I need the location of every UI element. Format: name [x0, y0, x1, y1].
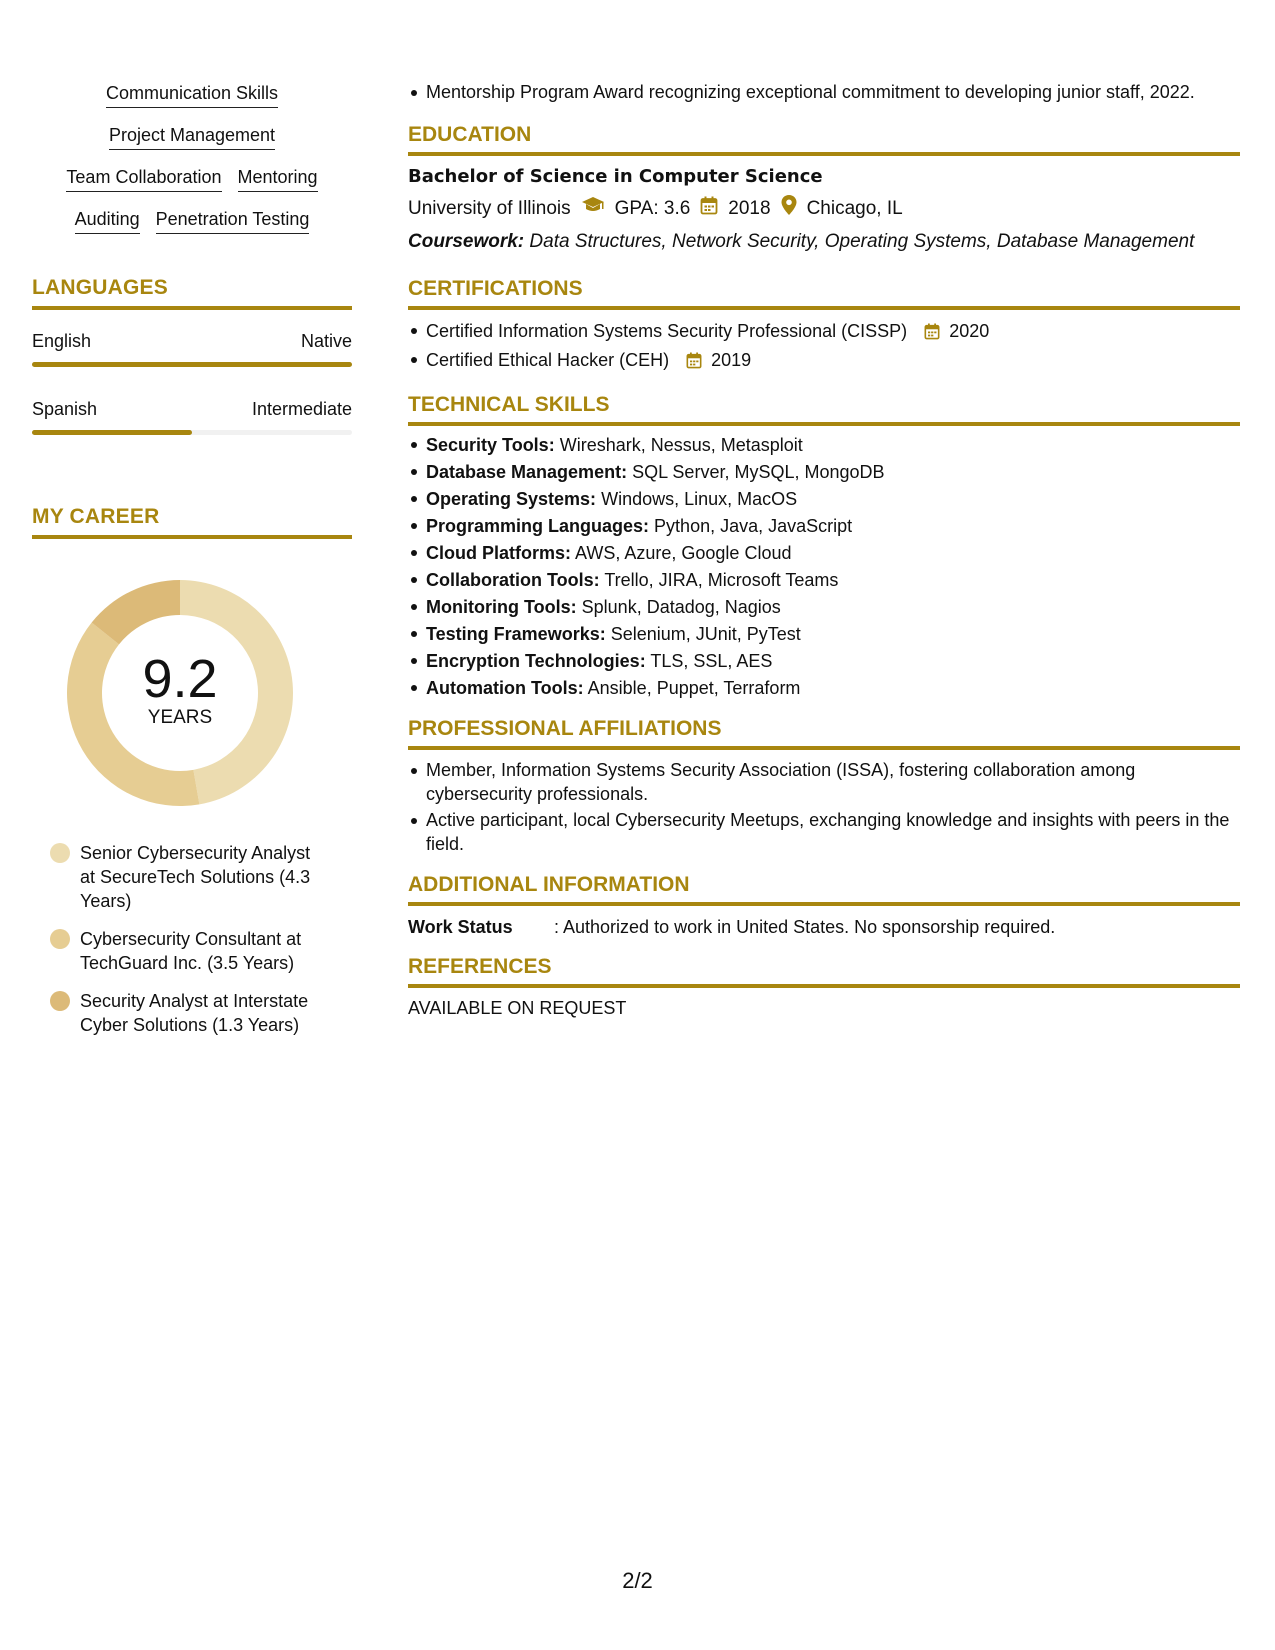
language-bar-fill — [32, 430, 192, 435]
technical-skill-item — [426, 648, 1240, 675]
section-divider — [32, 306, 352, 310]
career-unit: YEARS — [147, 707, 213, 728]
section-divider — [32, 535, 352, 539]
technical-skill-item — [426, 567, 1240, 594]
certification-name: Certified Ethical Hacker (CEH) — [426, 350, 670, 370]
skill-tag: Communication Skills — [106, 82, 278, 108]
language-bar — [32, 430, 352, 435]
technical-skill-item — [426, 459, 1240, 486]
certifications-title: CERTIFICATIONS — [408, 277, 583, 300]
language-name: Spanish — [32, 399, 98, 419]
affiliations-list — [408, 758, 1240, 856]
list-item: Member, Information Systems Security Association (ISSA), fostering collaboration among cybersecurity professionals. — [426, 758, 1240, 806]
technical-skill-label: Operating Systems: — [426, 489, 597, 509]
calendar-icon — [924, 321, 940, 347]
education-meta — [408, 195, 1240, 222]
section-divider — [408, 306, 1240, 310]
list-item: Active participant, local Cybersecurity Meetups, exchanging knowledge and insights with peers in the field. — [426, 808, 1240, 856]
technical-skill-label: Testing Frameworks: — [426, 624, 606, 644]
work-status-label: Work Status — [408, 917, 513, 937]
education-section — [408, 122, 1240, 254]
languages-title: LANGUAGES — [32, 276, 168, 299]
career-total: 9.2 — [142, 649, 218, 709]
technical-skill-label: Automation Tools: — [426, 678, 584, 698]
technical-skills-title: TECHNICAL SKILLS — [408, 393, 610, 416]
calendar-icon — [700, 196, 718, 222]
technical-skill-label: Encryption Technologies: — [426, 651, 646, 671]
technical-skill-item — [426, 432, 1240, 459]
technical-skill-item — [426, 594, 1240, 621]
technical-skill-item — [426, 486, 1240, 513]
technical-skill-value: Splunk, Datadog, Nagios — [581, 597, 781, 617]
references-title: REFERENCES — [408, 955, 552, 978]
technical-skills-list — [408, 432, 1240, 702]
section-divider — [408, 984, 1240, 988]
skills-row — [32, 166, 352, 192]
skill-tag: Mentoring — [238, 166, 318, 192]
legend-dot — [50, 991, 70, 1011]
skills-row — [32, 82, 352, 108]
education-title: EDUCATION — [408, 123, 532, 146]
language-bar — [32, 362, 352, 367]
language-item — [32, 398, 352, 435]
technical-skill-item — [426, 513, 1240, 540]
gpa: GPA: 3.6 — [614, 197, 691, 219]
career-title: MY CAREER — [32, 505, 160, 528]
technical-skill-value: Wireshark, Nessus, Metasploit — [559, 435, 803, 455]
list-item — [426, 318, 1240, 347]
technical-skill-label: Cloud Platforms: — [426, 543, 572, 563]
right-column — [408, 80, 1240, 1019]
technical-skill-value: AWS, Azure, Google Cloud — [575, 543, 792, 563]
legend-item — [50, 989, 330, 1037]
certification-year: 2020 — [949, 321, 990, 341]
donut-center — [66, 579, 294, 807]
technical-skill-value: Python, Java, JavaScript — [654, 516, 853, 536]
technical-skills-section — [408, 392, 1240, 702]
certifications-section — [408, 276, 1240, 376]
coursework-label: Coursework: — [408, 231, 525, 252]
certifications-list — [408, 318, 1240, 376]
technical-skill-value: Selenium, JUnit, PyTest — [610, 624, 801, 644]
degree: Bachelor of Science in Computer Science — [408, 166, 823, 187]
awards-list — [408, 80, 1240, 104]
technical-skill-item — [426, 621, 1240, 648]
language-level: Native — [300, 331, 352, 351]
skills-row — [32, 208, 352, 234]
language-name: English — [32, 331, 92, 351]
language-bar-fill — [32, 362, 352, 367]
location-pin-icon — [781, 195, 797, 222]
coursework-list: Data Structures, Network Security, Operating Systems, Database Management — [529, 231, 1195, 252]
legend-item — [50, 841, 330, 913]
list-item — [426, 347, 1240, 376]
coursework — [408, 230, 1240, 254]
section-divider — [408, 902, 1240, 906]
career-legend — [32, 841, 352, 1037]
technical-skill-label: Programming Languages: — [426, 516, 650, 536]
legend-item — [50, 927, 330, 975]
technical-skill-item — [426, 540, 1240, 567]
affiliations-section — [408, 716, 1240, 856]
language-item — [32, 330, 352, 367]
technical-skill-value: Windows, Linux, MacOS — [601, 489, 798, 509]
page-number: 2/2 — [622, 1568, 653, 1593]
skill-tag: Auditing — [75, 208, 140, 234]
legend-dot — [50, 843, 70, 863]
technical-skill-value: TLS, SSL, AES — [650, 651, 773, 671]
technical-skill-label: Database Management: — [426, 462, 628, 482]
school-name: University of Illinois — [408, 197, 571, 219]
career-section — [32, 505, 352, 1037]
certification-year: 2019 — [711, 350, 752, 370]
calendar-icon — [686, 350, 702, 376]
career-donut-chart — [66, 579, 294, 807]
legend-dot — [50, 929, 70, 949]
technical-skill-value: Trello, JIRA, Microsoft Teams — [604, 570, 839, 590]
technical-skill-label: Monitoring Tools: — [426, 597, 577, 617]
section-divider — [408, 746, 1240, 750]
affiliations-title: PROFESSIONAL AFFILIATIONS — [408, 717, 722, 740]
skill-tag: Team Collaboration — [66, 166, 221, 192]
section-divider — [408, 152, 1240, 156]
skills-row — [32, 124, 352, 150]
skill-tag: Project Management — [109, 124, 275, 150]
school-location: Chicago, IL — [806, 197, 903, 219]
technical-skill-label: Collaboration Tools: — [426, 570, 600, 590]
list-item: Mentorship Program Award recognizing exceptional commitment to developing junior staff, 2022. — [426, 80, 1240, 104]
work-status-value: : Authorized to work in United States. No sponsorship required. — [554, 917, 1056, 937]
technical-skill-value: Ansible, Puppet, Terraform — [587, 678, 801, 698]
work-status-row — [408, 916, 1240, 938]
graduation-cap-icon — [581, 196, 605, 221]
left-column — [32, 82, 352, 1051]
additional-section — [408, 872, 1240, 938]
additional-title: ADDITIONAL INFORMATION — [408, 873, 690, 896]
graduation-year: 2018 — [728, 197, 771, 219]
legend-label: Senior Cybersecurity Analyst at SecureTech Solutions (4.3 Years) — [80, 843, 311, 911]
language-level: Intermediate — [251, 399, 352, 419]
legend-label: Cybersecurity Consultant at TechGuard Inc. (3.5 Years) — [80, 929, 302, 973]
section-divider — [408, 422, 1240, 426]
languages-section — [32, 276, 352, 435]
references-section — [408, 954, 1240, 1019]
technical-skill-item — [426, 675, 1240, 702]
skills-list — [32, 82, 352, 234]
technical-skill-label: Security Tools: — [426, 435, 555, 455]
references-text: AVAILABLE ON REQUEST — [408, 998, 627, 1018]
legend-label: Security Analyst at Interstate Cyber Solutions (1.3 Years) — [80, 991, 309, 1035]
technical-skill-value: SQL Server, MySQL, MongoDB — [632, 462, 885, 482]
certification-name: Certified Information Systems Security Professional (CISSP) — [426, 321, 908, 341]
skill-tag: Penetration Testing — [156, 208, 310, 234]
